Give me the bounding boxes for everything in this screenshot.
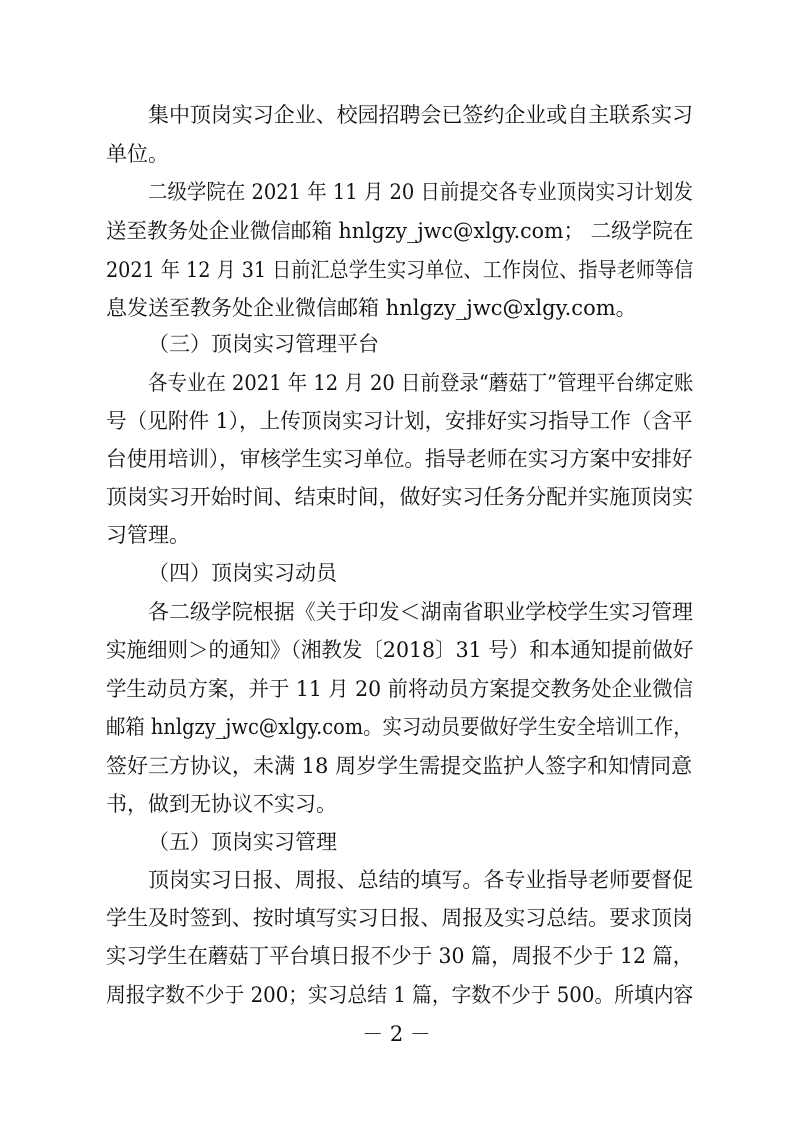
section-heading: （四）顶岗实习动员: [148, 561, 337, 585]
body-line: 实施细则＞的通知》（湘教发〔2018〕31 号）和本通知提前做好: [106, 638, 694, 662]
body-line: 各二级学院根据《关于印发＜湖南省职业学校学生实习管理: [148, 600, 693, 624]
body-line: 送至教务处企业微信邮箱 hnlgzy_jwc@xlgy.com； 二级学院在: [106, 219, 694, 243]
body-line: 周报字数不少于 200；实习总结 1 篇，字数不少于 500。所填内容: [106, 983, 694, 1007]
body-line: 签好三方协议，未满 18 周岁学生需提交监护人签字和知情同意: [106, 754, 693, 778]
body-line: 书，做到无协议不实习。: [106, 792, 337, 816]
body-line: 邮箱 hnlgzy_jwc@xlgy.com。实习动员要做好学生安全培训工作，: [106, 715, 693, 739]
body-line: 习管理。: [106, 523, 190, 547]
body-line: 单位。: [106, 142, 169, 166]
body-line: 实习学生在蘑菇丁平台填日报不少于 30 篇，周报不少于 12 篇，: [106, 944, 694, 968]
body-line: 台使用培训），审核学生实习单位。指导老师在实习方案中安排好: [106, 447, 693, 471]
body-line: 号（见附件 1），上传顶岗实习计划，安排好实习指导工作（含平: [106, 409, 693, 433]
section-heading: （五）顶岗实习管理: [148, 830, 337, 854]
body-line: 2021 年 12 月 31 日前汇总学生实习单位、工作岗位、指导老师等信: [106, 258, 694, 282]
body-line: 息发送至教务处企业微信邮箱 hnlgzy_jwc@xlgy.com。: [106, 296, 637, 320]
page-number: － 2 －: [362, 1022, 431, 1046]
body-line: 集中顶岗实习企业、校园招聘会已签约企业或自主联系实习: [148, 103, 693, 127]
body-line: 二级学院在 2021 年 11 月 20 日前提交各专业顶岗实习计划发: [148, 180, 693, 204]
section-heading: （三）顶岗实习管理平台: [148, 332, 379, 356]
body-line: 学生及时签到、按时填写实习日报、周报及实习总结。要求顶岗: [106, 906, 693, 930]
body-line: 各专业在 2021 年 12 月 20 日前登录“蘑菇丁”管理平台绑定账: [148, 371, 694, 395]
body-line: 学生动员方案，并于 11 月 20 前将动员方案提交教务处企业微信: [106, 677, 694, 701]
body-line: 顶岗实习开始时间、结束时间，做好实习任务分配并实施顶岗实: [106, 485, 693, 509]
body-line: 顶岗实习日报、周报、总结的填写。各专业指导老师要督促: [148, 868, 693, 892]
